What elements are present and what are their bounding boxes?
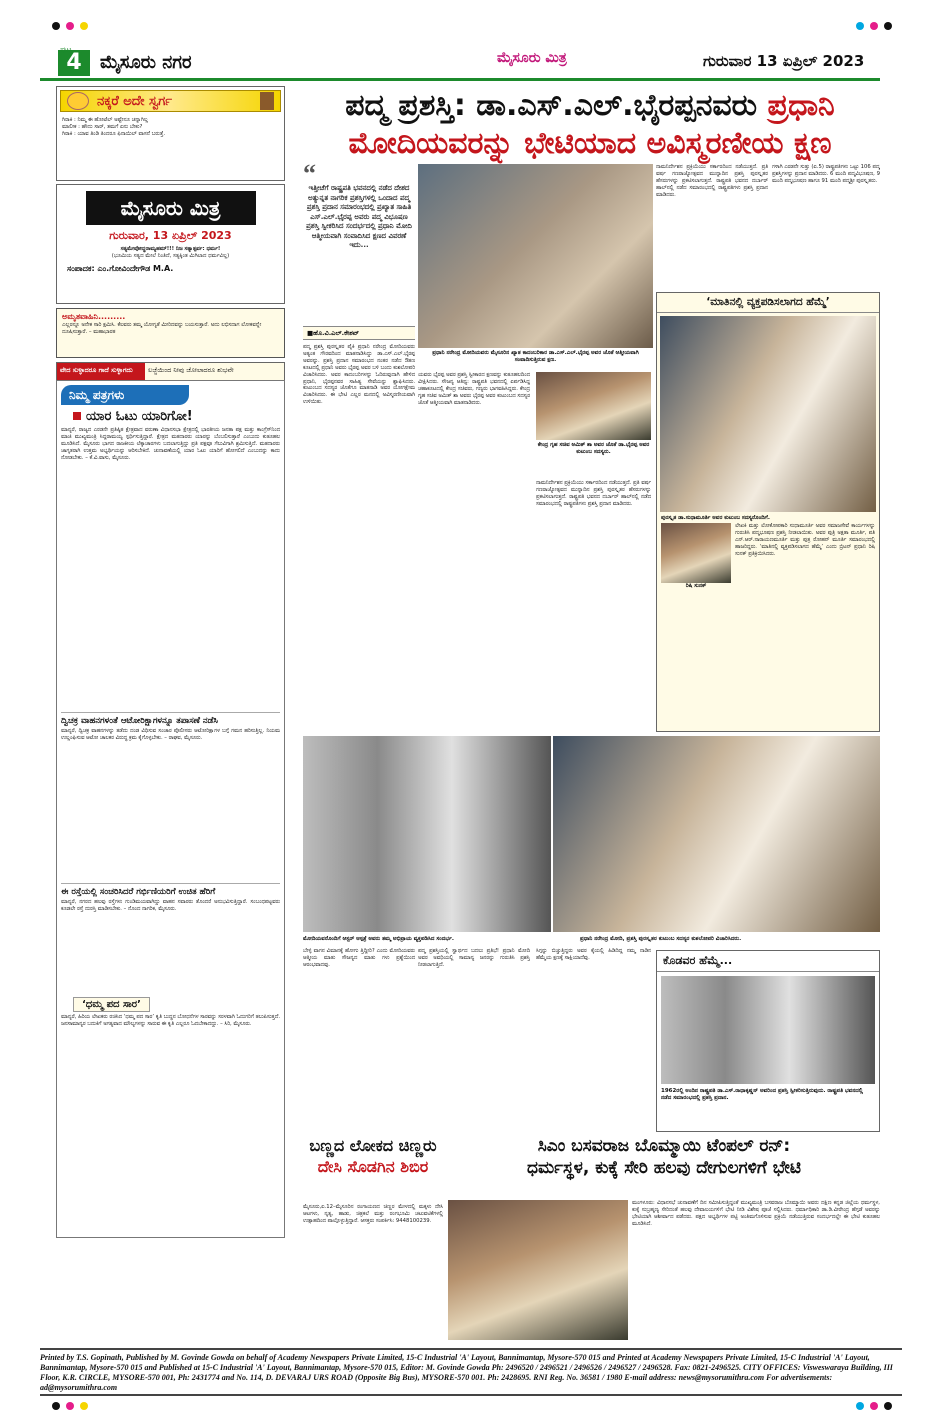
byline: ■ಹೊ.ವಿ.ಎಲ್.ಕೇಶವ್ <box>303 326 415 340</box>
sudhamurthy-title: ‘ಮಾತಿನಲ್ಲಿ ವ್ಯಕ್ತಪಡಿಸಲಾಗದ ಹೆಮ್ಮೆ’ <box>657 293 879 313</box>
children-camp-headline <box>303 1135 443 1199</box>
nakkare-banner <box>60 90 281 112</box>
cm-temple-body: ಮಂಗಳೂರು: ವಿಧಾನಸಭೆ ಚುನಾವಣೆಗೆ ದಿನ ಸಮೀಪಿಸುತ್ತಿದ್ದಂತೆ ಮುಖ್ಯಮಂತ್ರಿ ಬಸವರಾಜ ಬೊಮ್ಮಾಯಿ ಅವರು ದಕ್ಷಿಣ ಕನ್ನಡ ಜಿಲ್ಲೆಯ ಧರ್ಮಸ್ಥಳ, ಕುಕ್ಕೆ ಸುಬ್ರಹ್ಮಣ್ಯ ಸೇರಿದಂತೆ ಹಲವು ದೇವಾಲಯಗಳಿಗೆ ಭೇಟಿ ನೀಡಿ ವಿಶೇಷ ಪೂಜೆ ಸಲ್ಲಿಸಿದರು. ಧರ್ಮಾಧಿಕಾರಿ ಡಾ.ಡಿ.ವೀರೇಂದ್ರ ಹೆಗ್ಗಡೆ ಅವರನ್ನು ಭೇಟಿಯಾಗಿ ಆಶೀರ್ವಾದ ಪಡೆದರು. ಪಕ್ಷದ ಅಭ್ಯರ್ಥಿಗಳ ಪಟ್ಟಿ ಅಂತಿಮಗೊಳಿಸುವ ಪ್ರಕ್ರಿಯೆ ನಡೆಯುತ್ತಿರುವ ಸಂದರ್ಭದಲ್ಲೇ ಈ ಭೇಟಿ ಕುತೂಹಲ ಮೂಡಿಸಿದೆ. <box>632 1200 880 1227</box>
letter-1-body: ಮಾನ್ಯರೆ, ರಾಜ್ಯದ ಎರಡನೇ ಪ್ರತಿಷ್ಠಿತ ಕ್ಷೇತ್ರವಾದ ವರುಣಾ ವಿಧಾನಸಭಾ ಕ್ಷೇತ್ರದಲ್ಲಿ ಭಾರತೀಯ ಜನತಾ ಪಕ್ಷ ಮತ್ತು ಕಾಂಗ್ರೆಸ್‌ನಿಂದ ಮಾಜಿ ಮುಖ್ಯಮಂತ್ರಿ ಸಿದ್ದರಾಮಯ್ಯ ಸ್ಪರ್ಧಿಸುತ್ತಿದ್ದಾರೆ. ಕ್ಷೇತ್ರದ ಮತದಾರರು ಯಾರನ್ನು ಬೆಂಬಲಿಸುತ್ತಾರೆ ಎಂಬುದು ಕುತೂಹಲ ಮೂಡಿಸಿದೆ. ಮೈಸೂರು ಭಾಗದ ರಾಜಕೀಯ ಲೆಕ್ಕಾಚಾರಗಳು ಬದಲಾಗುತ್ತಿದ್ದು ಪ್ರತಿ ಪಕ್ಷವೂ ಗೆಲುವಿಗಾಗಿ ಶ್ರಮಿಸುತ್ತಿದೆ. ಮತದಾರರು ಜಾಗೃತರಾಗಿ ಉತ್ತಮ ಅಭ್ಯರ್ಥಿಯನ್ನು ಆರಿಸಬೇಕಿದೆ. ಚುನಾವಣೆಯಲ್ಲಿ ಯಾರ ಓಟು ಯಾರಿಗೆ ಹೋಗಲಿದೆ ಎಂಬುದನ್ನು ಕಾದು ನೋಡಬೇಕು. – ಕೆ.ವಿ.ವಾಸು, ಮೈಸೂರು. <box>61 427 280 461</box>
rishi-sunak-photo-box <box>661 523 731 593</box>
cm-temple-title-1: ಸಿಎಂ ಬಸವರಾಜ ಬೊಮ್ಮಾಯಿ ಟೆಂಪಲ್ ರನ್: <box>537 1136 791 1156</box>
photo-modi-guest-caption: ಮೋದಿಯವರೊಂದಿಗೆ ಆಸ್ಟರ್ ಆಸ್ಪತ್ರೆ ಅವರು ತಮ್ಮ ಅಭಿಪ್ರಾಯ ವ್ಯಕ್ತಪಡಿಸಿದ ಸಂದರ್ಭ. <box>303 936 454 942</box>
page-label: ಪುಟ <box>60 45 72 54</box>
lower-col-2: ಪದ್ಮ ಪ್ರಶಸ್ತಿಯಲ್ಲಿ ಸ್ವಾರ್ಥದ ಬದಲು ಪ್ರತಿಭೆ! ಪ್ರಧಾನಿ ಮೋದಿ ಅವರ ಅವಧಿಯಲ್ಲಿ ಸಾಮಾನ್ಯ ಜನರನ್ನು ಗುರುತಿಸಿ ಪ್ರಶಸ್ತಿ ನೀಡಲಾಗುತ್ತಿದೆ. <box>418 948 530 968</box>
article-col-4b: ಗಳಾಗಿ ಎರಡನೇ ಸುತ್ತು (ಏ.5) ರಾಷ್ಟ್ರಪತಿಗಳು ಒಟ್ಟು 106 ಪದ್ಮ ಪ್ರಶಸ್ತಿಗಳನ್ನು ಪ್ರದಾನ ಮಾಡಿದರು. 6 ಮಂದಿ ಪದ್ಮವಿಭೂಷಣ, 9 ಮಂದಿ ಪದ್ಮಭೂಷಣ ಹಾಗೂ 91 ಮಂದಿ ಪದ್ಮಶ್ರೀ ಪುರಸ್ಕೃತರು. <box>772 164 880 184</box>
reg-dot-bottom-3 <box>80 1402 88 1410</box>
amrutha-box <box>56 308 285 358</box>
bullet-square-icon <box>73 412 81 420</box>
header-rule <box>40 78 880 81</box>
proverb-right: ಲಜ್ಜೆಯಿಂದ ನೀವು ಜೋಲಾದರೂ ಶುಭವೇ <box>145 363 284 387</box>
lower-col-1: ಬೇಳ್ಳಿ ವಾಗನ ವಿಮಾನಕ್ಕೆ ಹೋಗು ತ್ತಿದ್ದೀರಿ? ಎಂದು ಮೋದಿಯವರು ಆತ್ಮೀಯ ಮಾತು ಸೌಜನ್ಯದ ಮಾತು ಗಳು ಪ್ರಶ್ನೆಯಿಂದ ಆರಂಭವಾದವು. <box>303 948 415 968</box>
photo-sudhamurthy-family <box>660 316 876 512</box>
rishi-sunak-caption: ರಿಷಿ ಸುನಕ್ <box>685 583 707 589</box>
photo-cm-temple <box>448 1200 628 1340</box>
kodava-box <box>656 950 880 1132</box>
photo-rishi-sunak <box>661 523 731 583</box>
nakkare-line-3: ಗಿರಾಕಿ : ಯಾವ ತಿಂಡಿ ತಿಂದರೂ ಫಿನಾಯಿಲ್ ವಾಸನೆ ಬರುತ್ತೆ. <box>62 131 166 138</box>
photo-modi-bhyrappa-caption: ಪ್ರಧಾನಿ ನರೇಂದ್ರ ಮೋದಿಯವರು ಮೈಸೂರಿನ ಖ್ಯಾತ ಕಾದಂಬರಿಕಾರ ಡಾ.ಎಸ್.ಎಲ್.ಭೈರಪ್ಪ ಅವರ ಜೊತೆ ಆತ್ಮೀಯವಾಗಿ ಸಂವಾದಿಸುತ್ತಿರುವ ಕ್ಷಣ. <box>432 350 639 363</box>
masthead-date: ಗುರುವಾರ, 13 ಏಪ್ರಿಲ್ 2023 <box>109 229 232 242</box>
nakkare-title: ನಕ್ಕರೆ ಅದೇ ಸ್ವರ್ಗ <box>97 93 172 109</box>
letter-4-body: ಮಾನ್ಯರೆ, ಹಿರಿಯ ಲೇಖಕರು ರಚಿಸಿದ ‘ಧಮ್ಮ ಪದ ಸಾರ’ ಕೃತಿ ಬುದ್ಧನ ಬೋಧನೆಗಳ ಸಾರವನ್ನು ಸರಳವಾಗಿ ಓದುಗರಿಗೆ ತಲುಪಿಸುತ್ತದೆ. ಜನಸಾಮಾನ್ಯರ ಬದುಕಿಗೆ ಅಗತ್ಯವಾದ ಮೌಲ್ಯಗಳನ್ನು ಸಾರುವ ಈ ಕೃತಿ ಎಲ್ಲರೂ ಓದಬೇಕಾದದ್ದು. – ಸಿರಿ, ಮೈಸೂರು. <box>61 1014 280 1027</box>
masthead-box <box>56 184 285 304</box>
photo-modi-bhyrappa <box>418 164 653 348</box>
masthead-logo: ಮೈಸೂರು ಮಿತ್ರ <box>86 191 256 225</box>
reg-dot-cyan <box>856 22 864 30</box>
reg-dot-bottom-4 <box>856 1402 864 1410</box>
quote-mark-icon: “ <box>303 159 316 188</box>
main-headline-line-2: ಮೋದಿಯವರನ್ನು ಭೇಟಿಯಾದ ಅವಿಸ್ಮರಣೀಯ ಕ್ಷಣ <box>348 126 832 161</box>
main-headline-line-1: ಪದ್ಮ ಪ್ರಶಸ್ತಿ: ಡಾ.ಎಸ್.ಎಲ್.ಭೈರಪ್ಪನವರು ಪ್ರಧಾನಿ <box>345 88 835 123</box>
children-camp-title-1: ಬಣ್ಣದ ಲೋಕದ ಚಿಣ್ಣರು <box>309 1136 437 1155</box>
nakkare-line-1: ಗಿರಾಕಿ : ನಿಮ್ಮ ಈ ಹೋಟೆಲ್ ಅಷ್ಟೇನೂ ಚನ್ನಾಗಿಲ್ಲ <box>62 117 148 123</box>
children-camp-title-2: ದೇಸಿ ಸೊಡಗಿನ ಶಿಬಿರ <box>317 1157 429 1176</box>
photo-amit-shah <box>536 372 651 440</box>
cm-temple-title-2: ಧರ್ಮಸ್ಥಳ, ಕುಕ್ಕೆ ಸೇರಿ ಹಲವು ದೇಗುಲಗಳಿಗೆ ಭೇಟಿ <box>526 1158 802 1178</box>
letter-2-body: ಮಾನ್ಯರೆ, ದ್ವಿಚಕ್ರ ವಾಹನಗಳನ್ನು ತಡೆದು ದಂಡ ವಿಧಿಸುವ ಸಂಚಾರ ಪೊಲೀಸರು ಆಟೋರಿಕ್ಷಾಗಳ ಬಗ್ಗೆ ಗಮನ ಹರಿಸುತ್ತಿಲ್ಲ. ನಿಯಮ ಉಲ್ಲಂಘಿಸುವ ಆಟೋ ಚಾಲಕರ ವಿರುದ್ಧ ಕ್ರಮ ಕೈಗೊಳ್ಳಬೇಕು. – ರಾಘವ, ಮೈಸೂರು. <box>61 728 280 741</box>
photo-amit-shah-caption: ಕೇಂದ್ರ ಗೃಹ ಸಚಿವ ಅಮಿತ್ ಶಾ ಅವರ ಜೊತೆ ಡಾ.ಭೈರಪ್ಪ ಅವರ ಕುಟುಂಬ ಸದಸ್ಯರು. <box>537 442 650 455</box>
printer-imprint: Printed by T.S. Gopinath, Published by M. Govinde Gowda on behalf of Academy Newspapers Private Limited, 15-C Industrial 'A' Layout, Bannimantap, Mysore-570 015 and Printed at Academy Newspapers Private Limited, 15-C Industrial 'A' Layout, Bannimantap, Mysore-570 015 and Published at 15-C Industrial 'A' Layout, Bannimantap, Mysore-570 015, Editor: M. Govinde Gowda Ph: 2496520 / 2496521 / 2496526 / 2496527 / 2496528. Fax: 0821-2496525. CITY OFFICES: Visweswaraya Building, III Floor, K.R. CIRCLE, MYSORE-570 001, Ph: 2431774 and No. 114, D. DEVARAJ URS ROAD (Opposite Big Bus), MYSORE-570 001. Ph: 2428695. RNI Reg. No. 36581 / 1980 E-mail address: news@mysorumithra.com For advertisements: ad@mysorumithra.com <box>40 1348 902 1396</box>
nakkare-line-2: ಮಾಲೀಕ : ಹೌದು ಸಾರ್, ತಮಗೆ ಏನು ಬೇಕು? <box>62 124 143 131</box>
reg-dot-black <box>52 22 60 30</box>
article-col-1: ಪದ್ಮ ಪ್ರಶಸ್ತಿ ಪುರಸ್ಕೃತರ ಪೈಕಿ ಪ್ರಧಾನಿ ನರೇಂದ್ರ ಮೋದಿಯವರು ಅತ್ಯಂತ ಗೌರವದಿಂದ ಮಾತನಾಡಿಸಿದ್ದು ಡಾ.ಎಸ್.ಎಲ್.ಭೈರಪ್ಪ ಅವರನ್ನು. ಪ್ರಶಸ್ತಿ ಪ್ರದಾನ ಸಮಾರಂಭದ ನಂತರ ನಡೆದ ಔತಣ ಕೂಟದಲ್ಲಿ ಪ್ರಧಾನಿ ಅವರು ಭೈರಪ್ಪ ಅವರ ಬಳಿ ಬಂದು ಕುಶಲೋಪರಿ ವಿಚಾರಿಸಿದರು. ಅವರ ಕಾದಂಬರಿಗಳನ್ನು ಓದಿರುವುದಾಗಿ ಹೇಳಿದ ಪ್ರಧಾನಿ, ಭೈರಪ್ಪನವರ ಸಾಹಿತ್ಯ ಸೇವೆಯನ್ನು ಶ್ಲಾಘಿಸಿದರು. ಕುಟುಂಬದ ಸದಸ್ಯರ ಜೊತೆಗೂ ಮಾತನಾಡಿ ಅವರ ಯೋಗಕ್ಷೇಮ ವಿಚಾರಿಸಿದರು. ಈ ಭೇಟಿ ಎಲ್ಲರ ಮನದಲ್ಲಿ ಅವಿಸ್ಮರಣೀಯವಾಗಿ ಉಳಿಯಿತು. <box>303 344 415 406</box>
proverb-left: ವೇದ ಸುಳ್ಳಾದರೂ ಗಾದೆ ಸುಳ್ಳಾಗದು <box>57 363 145 387</box>
page-number: 4 <box>58 50 90 76</box>
photo-modi-guest <box>303 736 551 932</box>
article-col-2: ಯವರು ಭೈರಪ್ಪ ಅವರ ಪ್ರಶಸ್ತಿ ಸ್ವೀಕಾರದ ಕ್ಷಣವನ್ನು ಕುತೂಹಲದಿಂದ ವೀಕ್ಷಿಸಿದರು. ಸೌಜನ್ಯ ಆತಿಥ್ಯ: ರಾಷ್ಟ್ರಪತಿ ಭವನದಲ್ಲಿ ಏರ್ಪಡಿಸಿದ್ದ ಚಹಾಕೂಟದಲ್ಲಿ ಕೇಂದ್ರ ಸಚಿವರು, ಗಣ್ಯರು ಭಾಗವಹಿಸಿದ್ದರು. ಕೇಂದ್ರ ಗೃಹ ಸಚಿವ ಅಮಿತ್ ಶಾ ಅವರು ಭೈರಪ್ಪ ಅವರ ಕುಟುಂಬದ ಸದಸ್ಯರ ಜೊತೆ ಆತ್ಮೀಯವಾಗಿ ಮಾತನಾಡಿದರು. <box>418 372 530 406</box>
letters-title: ನಿಮ್ಮ ಪತ್ರಗಳು <box>61 385 189 405</box>
sudhamurthy-box <box>656 292 880 732</box>
masthead-editor: ಸಂಪಾದಕ: ಎಂ.ಗೋವಿಂದೇಗೌಡ M.A. <box>67 264 174 274</box>
letter-1-heading: ಯಾರ ಓಟು ಯಾರಿಗೋ! <box>73 409 280 424</box>
masthead-motto: ಸತ್ಯಮೇವೋದ್ಧರಾಮ್ಯಹಮ್!!! ನಿಜ ಸತ್ಯಾತ್ಸರ್ವ: ಧರ್ಮ! <box>120 246 221 252</box>
article-col-3: ನಾಮನಿರ್ದೇಶನ ಪ್ರಕ್ರಿಯೆಯು ಸರ್ಕಾರದಿಂದ ನಡೆಯುತ್ತದೆ. ಪ್ರತಿ ವರ್ಷ ಗಣರಾಜ್ಯೋತ್ಸವದ ಮುನ್ನಾದಿನ ಪ್ರಶಸ್ತಿ ಪುರಸ್ಕೃತರ ಹೆಸರುಗಳನ್ನು ಪ್ರಕಟಿಸಲಾಗುತ್ತದೆ. ರಾಷ್ಟ್ರಪತಿ ಭವನದ ದರ್ಬಾರ್ ಹಾಲ್‌ನಲ್ಲಿ ನಡೆದ ಸಮಾರಂಭದಲ್ಲಿ ರಾಷ್ಟ್ರಪತಿಗಳು ಪ್ರಶಸ್ತಿ ಪ್ರದಾನ ಮಾಡಿದರು. <box>536 480 651 507</box>
issue-date: ಗುರುವಾರ 13 ಏಪ್ರಿಲ್ 2023 <box>703 52 865 70</box>
letter-4-heading: ‘ಧಮ್ಮ ಪದ ಸಾರ’ <box>73 997 150 1012</box>
photo-kodava-archive <box>661 976 875 1084</box>
laugh-emoji-icon <box>67 92 89 110</box>
kodava-title: ಕೊಡವರ ಹೆಮ್ಮೆ... <box>657 951 879 972</box>
section-title: ಮೈಸೂರು ನಗರ <box>100 52 192 73</box>
letter-3-body: ಮಾನ್ಯರೆ, ನಗರದ ಹಲವು ರಸ್ತೆಗಳು ಗುಂಡಿಮಯವಾಗಿದ್ದು ವಾಹನ ಸವಾರರು ತೊಂದರೆ ಅನುಭವಿಸುತ್ತಿದ್ದಾರೆ. ಸಂಬಂಧಪಟ್ಟವರು ಕೂಡಲೇ ರಸ್ತೆ ದುರಸ್ತಿ ಮಾಡಿಸಬೇಕು. – ನೊಂದ ನಾಗರಿಕ, ಮೈಸೂರು. <box>61 899 280 912</box>
letters-section <box>56 380 285 1238</box>
reg-dot-bottom-2 <box>66 1402 74 1410</box>
photo-sudhamurthy-caption: ಪುರಸ್ಕೃತ ಡಾ.ಸುಧಾಮೂರ್ತಿ ಅವರ ಕುಟುಂಬ ಸದಸ್ಯರೊಂದಿಗೆ. <box>661 515 770 521</box>
cm-temple-headline <box>448 1135 880 1197</box>
reg-dot-bottom-6 <box>884 1402 892 1410</box>
nakkare-box <box>56 86 285 181</box>
letter-2-heading: ದ್ವಿಚಕ್ರ ವಾಹನಗಳಂತೆ ಆಟೋರಿಕ್ಷಾಗಳನ್ನೂ ತಪಾಸಣೆ ನಡೆಸಿ <box>61 712 280 726</box>
masthead-subtitle: (ಭೂಮಿಯ ಸತ್ಯದ ಮೇಲೆ ನಿಂತಿದೆ, ಸತ್ಯಕ್ಕಿಂತ ಮಿಗಿಲಾದ ಧರ್ಮವಿಲ್ಲ) <box>111 253 230 260</box>
photo-modi-family-caption: ಪ್ರಧಾನಿ ನರೇಂದ್ರ ಮೋದಿ, ಪ್ರಶಸ್ತಿ ಪುರಸ್ಕೃತರ ಕುಟುಂಬ ಸದಸ್ಯರ ಕುಶಲೋಪರಿ ವಿಚಾರಿಸಿದರು. <box>580 936 742 942</box>
amrutha-title: ಅಮೃತವಾಹಿನಿ......... <box>62 312 126 321</box>
reg-dot-yellow <box>80 22 88 30</box>
reg-dot-bottom-5 <box>870 1402 878 1410</box>
reg-dot-bottom-1 <box>52 1402 60 1410</box>
lower-col-3: ಸಿಗ್ಗನ್ನು ಬಿಚ್ಚುತ್ತಿದ್ದರು ಅವರ ಕೈಯಲ್ಲಿ ಹಿಡಿದಿದ್ದ ನಮ್ಮ ನಾಡಿನ ಹೆಮ್ಮೆಯ ಕ್ಷಣಕ್ಕೆ ಸಾಕ್ಷಿಯಾದೆವು. <box>536 948 651 961</box>
pull-quote <box>303 159 415 322</box>
reg-dot-magenta-2 <box>870 22 878 30</box>
children-camp-body: ಮೈಸೂರು,ಏ.12–ಮೈಸೂರಿನ ರಂಗಾಯಣದ ಚಿಣ್ಣರ ಮೇಳದಲ್ಲಿ ಮಕ್ಕಳು ದೇಸಿ ಆಟಗಳು, ನೃತ್ಯ, ಹಾಡು, ಚಿತ್ರಕಲೆ ಮತ್ತು ರಂಗಭೂಮಿ ಚಟುವಟಿಕೆಗಳಲ್ಲಿ ಉತ್ಸಾಹದಿಂದ ಪಾಲ್ಗೊಳ್ಳುತ್ತಿದ್ದಾರೆ. ಆಸಕ್ತರು ಸಂಪರ್ಕಿಸಿ: 9448100239. <box>303 1204 443 1224</box>
article-col-4a: ನಾಮನಿರ್ದೇಶನ ಪ್ರಕ್ರಿಯೆಯು ಸರ್ಕಾರದಿಂದ ನಡೆಯುತ್ತದೆ. ಪ್ರತಿ ವರ್ಷ ಗಣರಾಜ್ಯೋತ್ಸವದ ಮುನ್ನಾದಿನ ಪ್ರಶಸ್ತಿ ಪುರಸ್ಕೃತರ ಹೆಸರುಗಳನ್ನು ಪ್ರಕಟಿಸಲಾಗುತ್ತದೆ. ರಾಷ್ಟ್ರಪತಿ ಭವನದ ದರ್ಬಾರ್ ಹಾಲ್‌ನಲ್ಲಿ ನಡೆದ ಸಮಾರಂಭದಲ್ಲಿ ರಾಷ್ಟ್ರಪತಿಗಳು ಪ್ರಶಸ್ತಿ ಪ್ರದಾನ ಮಾಡಿದರು. <box>656 164 768 198</box>
amrutha-text: ಎಲ್ಲರನ್ನೂ ಅನೇಕ ಸಾರಿ ಕ್ಷಮಿಸಿ. ಕೆಲವರು ತಮ್ಮ ಯೋಗ್ಯತೆ ಮೀರಿದವನ್ನು ಬಯಸುತ್ತಾರೆ. ಅದು ಲಭಿಸದಾಗ ಲೋಕವನ್ನೇ ದೂಷಿಸುತ್ತಾರೆ. – ಮಹಾಭಾರತ <box>62 322 262 336</box>
sudhamurthy-text: ಲೇಖಕಿ ಮತ್ತು ಲೋಕೋಪಕಾರಿ ಸುಧಾಮೂರ್ತಿ ಅವರ ಸಮಾಜಸೇವೆ ಕಾರ್ಯಗಳನ್ನು ಗುರುತಿಸಿ ಪದ್ಮಭೂಷಣ ಪ್ರಶಸ್ತಿ ನೀಡಲಾಯಿತು. ಅವರ ಪುತ್ರಿ ಅಕ್ಷತಾ ಮೂರ್ತಿ, ಪತಿ ಎನ್.ಆರ್.ನಾರಾಯಣಮೂರ್ತಿ ಮತ್ತು ಪುತ್ರ ರೋಹನ್ ಮೂರ್ತಿ ಸಮಾರಂಭದಲ್ಲಿ ಹಾಜರಿದ್ದರು. ‘ಮಾತಿನಲ್ಲಿ ವ್ಯಕ್ತಪಡಿಸಲಾಗದ ಹೆಮ್ಮೆ’ ಎಂದು ಬ್ರಿಟನ್ ಪ್ರಧಾನಿ ರಿಷಿ ಸುನಕ್ ಪ್ರತಿಕ್ರಿಯಿಸಿದರು. <box>735 523 875 557</box>
reg-dot-black-2 <box>884 22 892 30</box>
kodava-caption: 1962ರಲ್ಲಿ ಅಂದಿನ ರಾಷ್ಟ್ರಪತಿ ಡಾ.ಎಸ್.ರಾಧಾಕೃಷ್ಣನ್ ಅವರಿಂದ ಪ್ರಶಸ್ತಿ ಸ್ವೀಕರಿಸುತ್ತಿರುವುದು. ರಾಷ್ಟ್ರಪತಿ ಭವನದಲ್ಲಿ ನಡೆದ ಸಮಾರಂಭದಲ್ಲಿ ಪ್ರಶಸ್ತಿ ಪ್ರದಾನ. <box>661 1088 863 1101</box>
letter-3-heading: ಈ ರಸ್ತೆಯಲ್ಲಿ ಸಂಚರಿಸಿದರೆ ಗರ್ಭಿಣಿಯರಿಗೆ ಉಚಿತ ಹೆರಿಗೆ <box>61 883 280 897</box>
masthead-small: ಮೈಸೂರು ಮಿತ್ರ <box>497 50 567 66</box>
pull-quote-text: ಇತ್ತೀಚೆಗೆ ರಾಷ್ಟ್ರಪತಿ ಭವನದಲ್ಲಿ ನಡೆದ ದೇಶದ ಅತ್ಯುನ್ನತ ನಾಗರಿಕ ಪ್ರಶಸ್ತಿಗಳಲ್ಲಿ ಒಂದಾದ ಪದ್ಮ ಪ್ರಶಸ್ತಿ ಪ್ರದಾನ ಸಮಾರಂಭದಲ್ಲಿ ಪ್ರಖ್ಯಾತ ಸಾಹಿತಿ ಎಸ್.ಎಲ್.ಭೈರಪ್ಪ ಅವರು ಪದ್ಮ ವಿಭೂಷಣ ಪ್ರಶಸ್ತಿ ಸ್ವೀಕರಿಸಿದ ಸಂದರ್ಭದಲ್ಲಿ ಪ್ರಧಾನಿ ಮೋದಿ ಆತ್ಮೀಯವಾಗಿ ಸಂವಾದಿಸಿದ ಕ್ಷಣದ ವಿವರಣೆ ಇದು... <box>306 184 412 249</box>
photo-modi-family <box>553 736 880 932</box>
reg-dot-magenta <box>66 22 74 30</box>
cartoon-figure-icon <box>260 92 274 110</box>
